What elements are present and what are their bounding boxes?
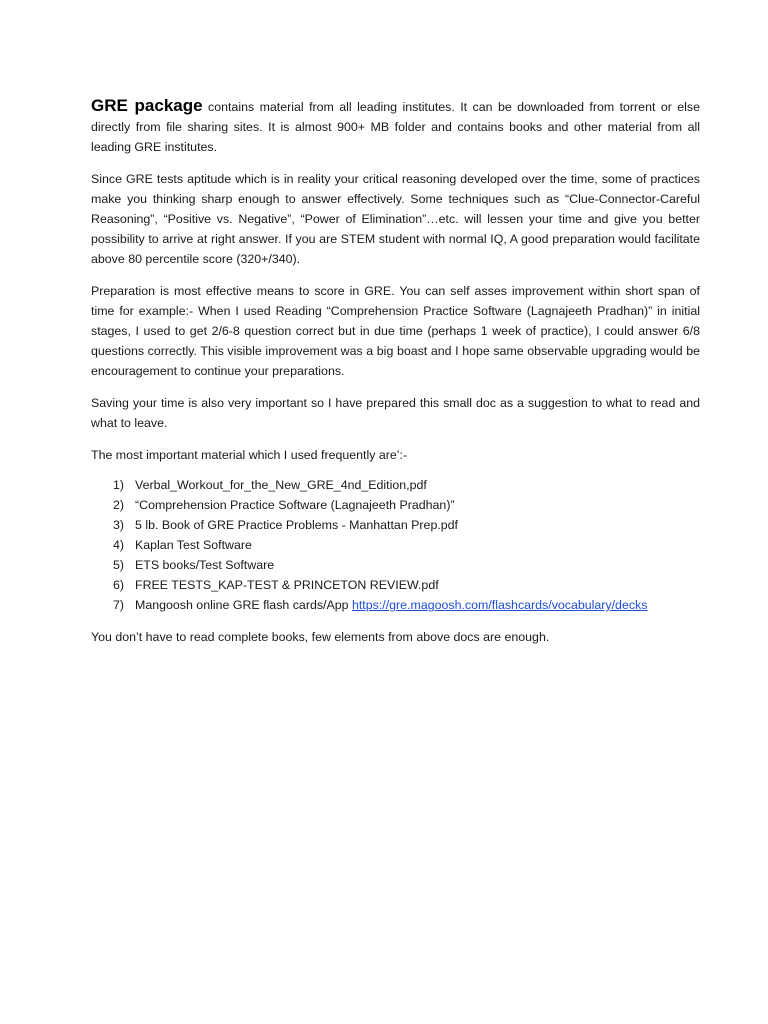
list-item: [91, 555, 700, 575]
list-text: “Comprehension Practice Software (Lagnajeeth Pradhan)”: [135, 498, 455, 512]
intro-text: contains material from all leading institutes. It can be downloaded from torrent or else directly from file sharing sites. It is almost 900+ MB folder and contains books and other material from all leading GRE institutes.: [91, 100, 700, 154]
list-text: 5 lb. Book of GRE Practice Problems - Manhattan Prep.pdf: [135, 518, 458, 532]
list-number: 3): [113, 518, 125, 532]
closing-paragraph: You don’t have to read complete books, few elements from above docs are enough.: [91, 630, 550, 644]
document-page: [91, 96, 700, 659]
list-item: [91, 535, 700, 555]
list-number: 4): [113, 538, 125, 552]
material-list: [91, 475, 700, 615]
list-number: 2): [113, 498, 125, 512]
list-item: [91, 575, 700, 595]
list-item: [91, 495, 700, 515]
list-text: Mangoosh online GRE flash cards/App: [135, 598, 352, 612]
paragraph-saving-time: Saving your time is also very important so I have prepared this small doc as a suggestion to what to read and what to leave.: [91, 396, 700, 430]
list-item: [91, 595, 700, 615]
list-text: Verbal_Workout_for_the_New_GRE_4nd_Edition,pdf: [135, 478, 427, 492]
document-heading: GRE package: [91, 96, 203, 115]
magoosh-flashcards-link[interactable]: https://gre.magoosh.com/flashcards/vocabulary/decks: [351, 598, 648, 612]
paragraph-aptitude: Since GRE tests aptitude which is in reality your critical reasoning developed over the time, some of practices make you thinking sharp enough to answer effectively. Some techniques such as “Clue-Connector-Careful Reasoning”, “Positive vs. Negative”, “Power of Elimination”…etc. will lessen your time and give you better possibility to arrive at right answer. If you are STEM student with normal IQ, A good preparation would facilitate above 80 percentile score (320+/340).: [91, 172, 700, 266]
list-number: 7): [113, 598, 125, 612]
list-text: Kaplan Test Software: [135, 538, 252, 552]
list-text: FREE TESTS_KAP-TEST & PRINCETON REVIEW.pdf: [135, 578, 439, 592]
list-number: 6): [113, 578, 125, 592]
paragraph-material-intro: The most important material which I used frequently are’:-: [91, 448, 408, 462]
paragraph-preparation: Preparation is most effective means to score in GRE. You can self asses improvement within short span of time for example:- When I used Reading “Comprehension Practice Software (Lagnajeeth Pradhan)” in initial stages, I used to get 2/6-8 question correct but in due time (perhaps 1 week of practice), I could answer 6/8 questions correctly. This visible improvement was a big boast and I hope same observable upgrading would be encouragement to continue your preparations.: [91, 284, 700, 378]
list-number: 1): [113, 478, 125, 492]
intro-paragraph: [91, 96, 700, 157]
list-text: ETS books/Test Software: [135, 558, 275, 572]
list-number: 5): [113, 558, 125, 572]
list-item: [91, 515, 700, 535]
list-item: [91, 475, 700, 495]
